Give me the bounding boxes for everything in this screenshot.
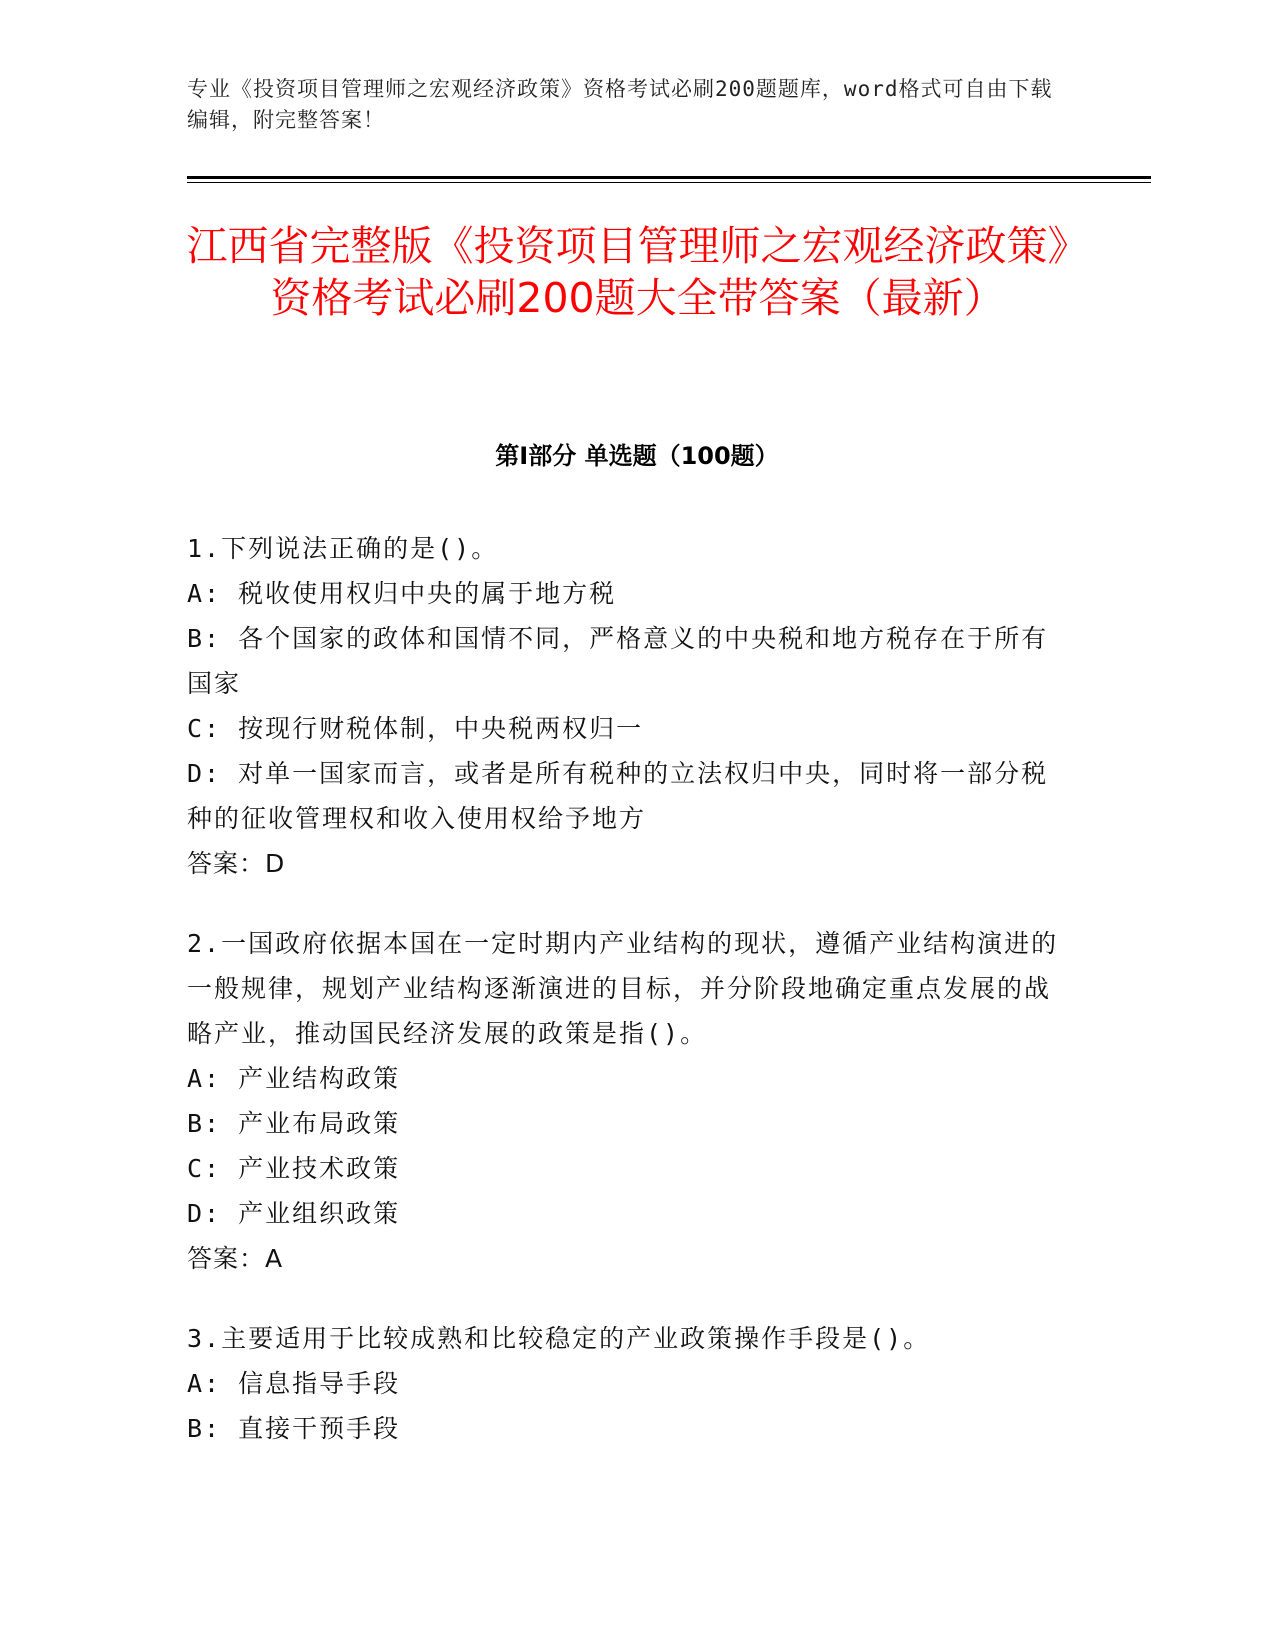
- answer: 答案：D: [187, 849, 286, 878]
- question-stem: 3.主要适用于比较成熟和比较稳定的产业政策操作手段是()。: [187, 1324, 931, 1353]
- question-stem: 2.一国政府依据本国在一定时期内产业结构的现状，遵循产业结构演进的一般规律，规划产业结构逐渐演进的目标，并分阶段地确定重点发展的战略产业，推动国民经济发展的政策是指()。: [187, 929, 1059, 1048]
- question-3: [187, 1316, 1067, 1451]
- document-title: 江西省完整版《投资项目管理师之宏观经济政策》资格考试必刷200题大全带答案（最新）: [186, 222, 1089, 322]
- question-1: [187, 526, 1067, 886]
- option-a: A: 税收使用权归中央的属于地方税: [187, 579, 617, 608]
- question-stem: 1.下列说法正确的是()。: [187, 534, 499, 563]
- option-c: C: 产业技术政策: [187, 1154, 401, 1183]
- question-list: [187, 526, 1067, 1486]
- option-d: D: 对单一国家而言，或者是所有税种的立法权归中央，同时将一部分税种的征收管理权和收入使用权给予地方: [187, 759, 1049, 833]
- option-a: A: 产业结构政策: [187, 1064, 401, 1093]
- option-c: C: 按现行财税体制，中央税两权归一: [187, 714, 644, 743]
- question-2: [187, 921, 1067, 1281]
- option-b: B: 产业布局政策: [187, 1109, 401, 1138]
- answer: 答案：A: [187, 1244, 284, 1273]
- option-d: D: 产业组织政策: [187, 1199, 401, 1228]
- header-divider-thick: [187, 176, 1151, 179]
- header-note: 专业《投资项目管理师之宏观经济政策》资格考试必刷200题题库，word格式可自由下载编辑，附完整答案！: [187, 77, 1053, 132]
- option-b: B: 直接干预手段: [187, 1414, 401, 1443]
- option-a: A: 信息指导手段: [187, 1369, 401, 1398]
- header-divider-thin: [187, 182, 1151, 183]
- section-heading: 第Ⅰ部分 单选题（100题）: [495, 442, 779, 470]
- option-b: B: 各个国家的政体和国情不同，严格意义的中央税和地方税存在于所有国家: [187, 624, 1049, 698]
